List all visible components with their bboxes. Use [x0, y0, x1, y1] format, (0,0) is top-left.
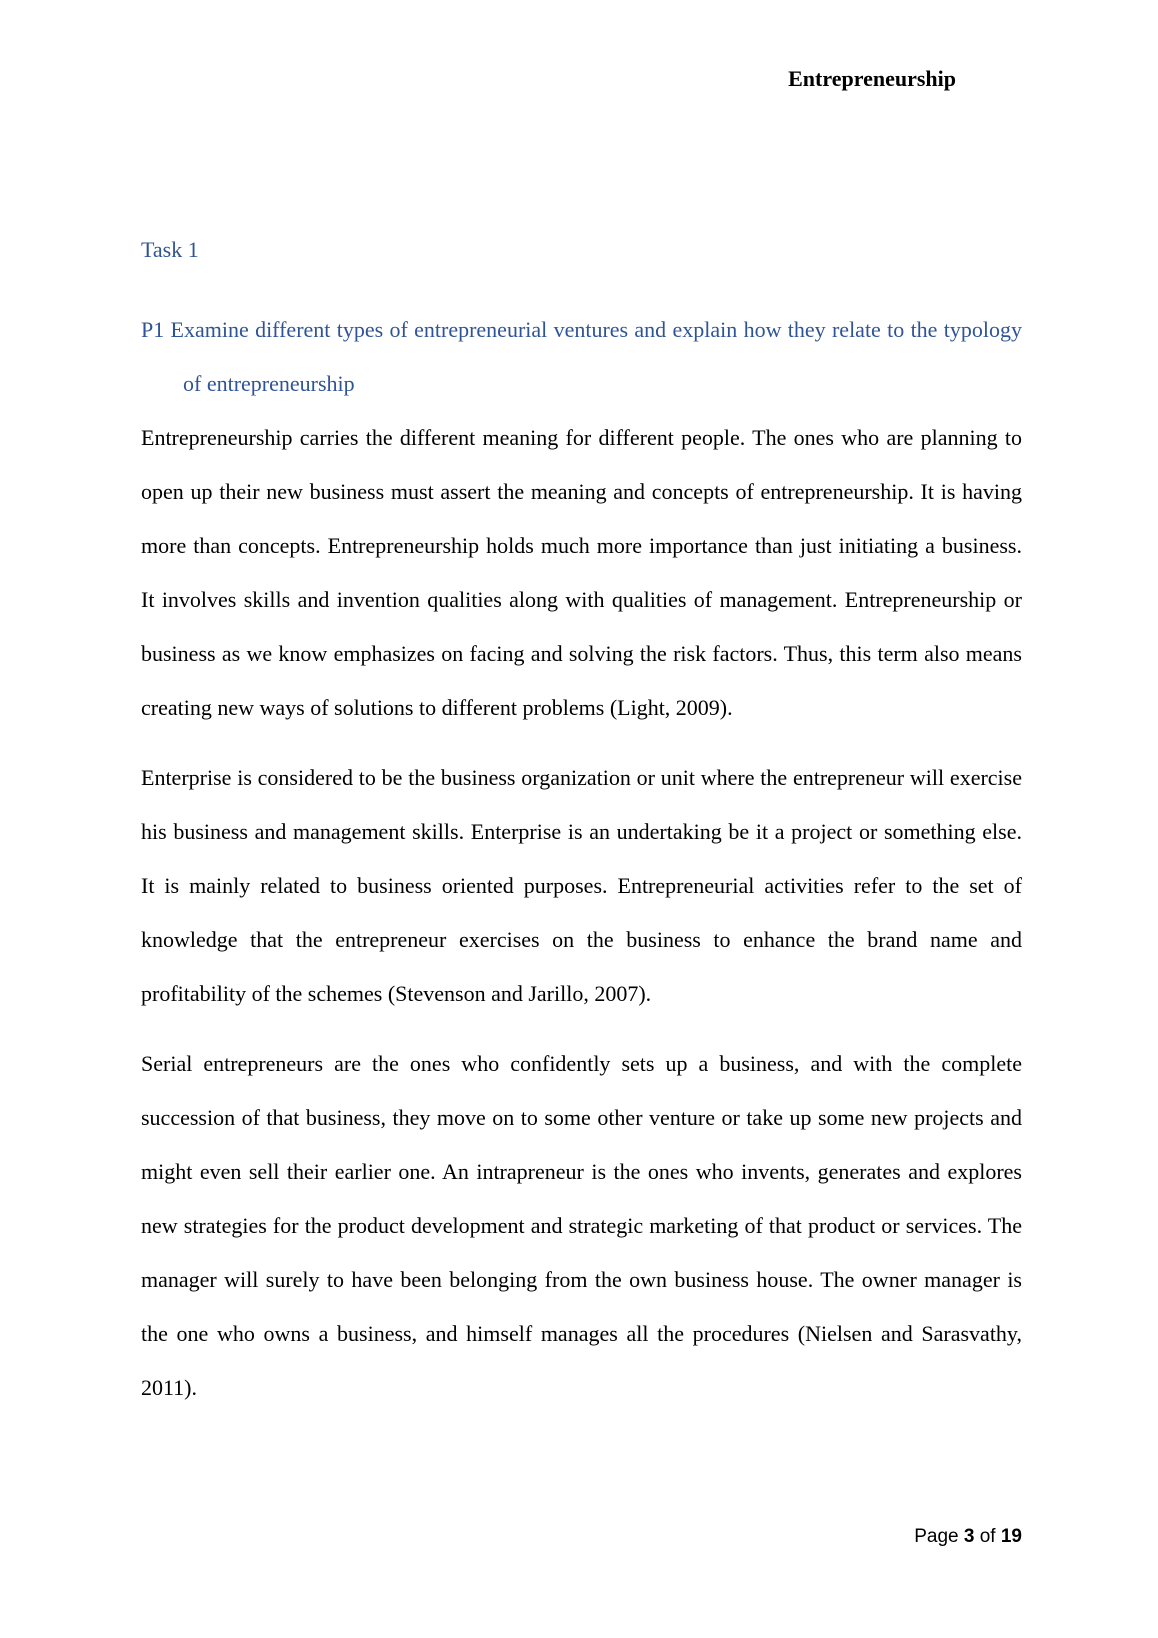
document-body [141, 236, 1022, 1415]
page-number-footer [914, 1526, 1022, 1549]
paragraph: Enterprise is considered to be the business organization or unit where the entrepreneur will exercise his business and management skills. Enterprise is an undertaking be it a project or something else. It is mainly related to business oriented purposes. Entrepreneurial activities refer to the set of knowledge that the entrepreneur exercises on the business to enhance the brand name and profitability of the schemes (Stevenson and Jarillo, 2007). [141, 765, 1022, 1006]
current-page-number: 3 [963, 1526, 975, 1547]
page-label: Page [914, 1526, 959, 1547]
paragraph: Serial entrepreneurs are the ones who confidently sets up a business, and with the complete succession of that business, they move on to some other venture or take up some new projects and might even sell their earlier one. An intrapreneur is the ones who invents, generates and explores new strategies for the product development and strategic marketing of that product or services. The manager will surely to have been belonging from the own business house. The owner manager is the one who owns a business, and himself manages all the procedures (Nielsen and Sarasvathy, 2011). [141, 1051, 1022, 1400]
task-heading: Task 1 [141, 237, 199, 262]
of-label: of [979, 1526, 996, 1547]
running-header-title: Entrepreneurship [788, 66, 956, 91]
paragraph: Entrepreneurship carries the different meaning for different people. The ones who are planning to open up their new business must assert the meaning and concepts of entrepreneurship. It is having more than concepts. Entrepreneurship holds much more importance than just initiating a business. It involves skills and invention qualities along with qualities of management. Entrepreneurship or business as we know emphasizes on facing and solving the risk factors. Thus, this term also means creating new ways of solutions to different problems (Light, 2009). [141, 425, 1022, 720]
total-pages-number: 19 [1000, 1526, 1022, 1547]
section-subheading: P1 Examine different types of entrepreneurial ventures and explain how they relate to the typology of entrepreneurship [141, 317, 1022, 396]
